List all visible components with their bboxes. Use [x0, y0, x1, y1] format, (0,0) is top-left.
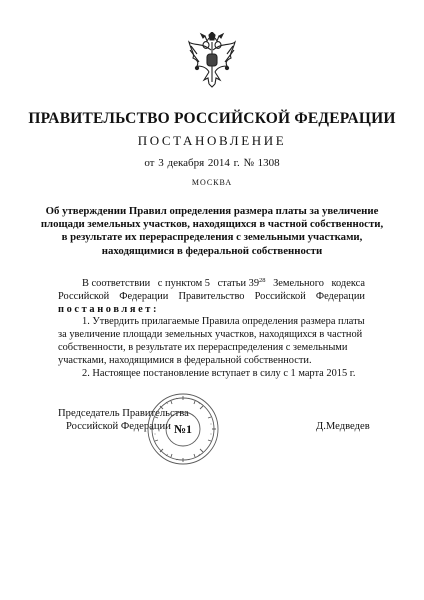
issuing-authority: ПРАВИТЕЛЬСТВО РОССИЙСКОЙ ФЕДЕРАЦИИ: [28, 110, 396, 127]
body-line: участками, находящимися в федеральной собственности.: [58, 354, 312, 366]
svg-text:№1: №1: [173, 422, 193, 436]
coat-of-arms-emblem: [187, 32, 237, 88]
city: МОСКВА: [191, 178, 233, 187]
title-line: Об утверждении Правил определения размера платы за увеличение: [45, 205, 379, 217]
title-line: площади земельных участков, находящихся в частной собственности,: [40, 218, 384, 231]
date-and-number: от 3 декабря 2014 г. № 1308: [144, 157, 280, 169]
body-line: за увеличение площади земельных участков, находящихся в частной: [58, 329, 363, 341]
body-line: [58, 304, 365, 317]
body-line: 2. Настоящее постановление вступает в силу с 1 марта 2015 г.: [82, 367, 356, 379]
body-line: Российской Федерации Правительство Российской Федерации: [58, 290, 365, 302]
title-line: находящимися в федеральной собственности: [101, 244, 323, 257]
signatory-title-line: Председатель Правительства: [58, 408, 189, 419]
signatory-name: Д.Медведев: [316, 421, 370, 432]
signatory-title-line: Российской Федерации: [66, 421, 171, 432]
document-type: ПОСТАНОВЛЕНИЕ: [137, 133, 287, 148]
body-line: 1. Утвердить прилагаемые Правила определения размера платы: [82, 316, 365, 328]
body-line: собственности, в результате их перераспределения с земельными: [58, 341, 348, 353]
body-line: В соответствии с пунктом 5 статьи $39^{28}$ Земельного кодекса: [82, 277, 365, 289]
official-seal-stamp: [146, 392, 220, 466]
document-body: [58, 278, 365, 380]
document-title: [40, 205, 384, 258]
title-line: в результате их перераспределения с земельными участками,: [61, 231, 363, 244]
resolves-word: постановляет:: [58, 303, 160, 315]
